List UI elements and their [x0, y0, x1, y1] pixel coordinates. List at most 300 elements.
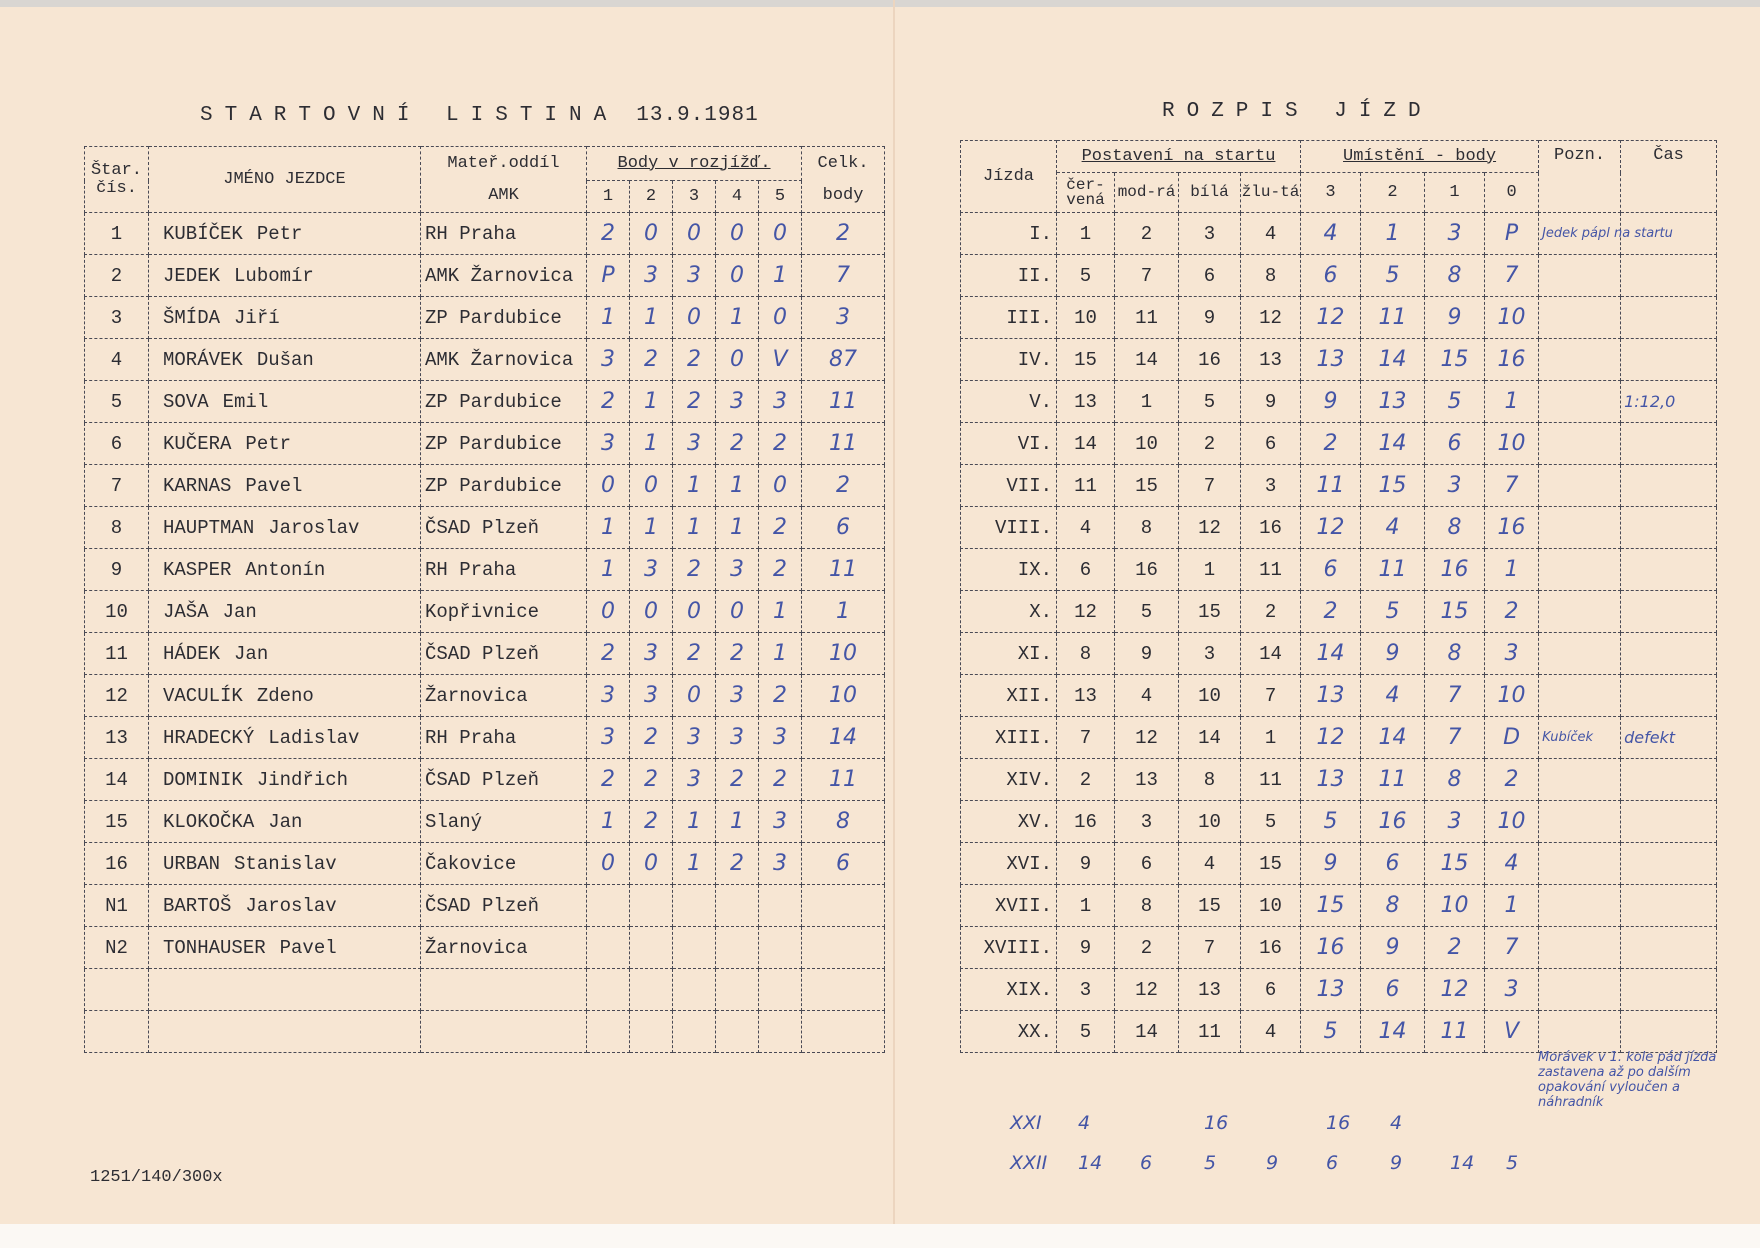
heat-points: 1 [759, 633, 802, 675]
start-list-table [84, 146, 885, 1053]
rider-club: Slaný [421, 801, 587, 843]
start-position: 8 [1115, 885, 1179, 927]
ride-number: VIII. [961, 507, 1057, 549]
rider-first-name: Dušan [256, 348, 314, 371]
heat-points: 3 [673, 255, 716, 297]
total-points: 11 [802, 549, 885, 591]
rider-row [85, 423, 885, 465]
ride-time [1621, 507, 1717, 549]
placing-rider: 16 [1425, 549, 1485, 591]
placing-rider: 16 [1301, 927, 1361, 969]
total-points: 10 [802, 633, 885, 675]
start-position: 10 [1179, 675, 1241, 717]
start-list-title-text: STARTOVNÍ LISTINA [200, 104, 619, 127]
header-color-red: čer-vená [1057, 173, 1115, 213]
placing-rider: 1 [1361, 213, 1425, 255]
heat-points: P [587, 255, 630, 297]
rider-first-name: Petr [245, 432, 292, 455]
placing-rider: 1 [1485, 549, 1539, 591]
placing-rider: 7 [1425, 675, 1485, 717]
rider-surname: JEDEK [163, 264, 221, 287]
start-position: 1 [1241, 717, 1301, 759]
placing-rider: 15 [1425, 843, 1485, 885]
rider-first-name: Jiří [234, 306, 280, 329]
heat-points: 0 [630, 843, 673, 885]
heat-points: 3 [759, 801, 802, 843]
rider-start-number: 15 [85, 801, 149, 843]
ride-note [1539, 633, 1621, 675]
ride-note [1539, 885, 1621, 927]
ride-number: XIX. [961, 969, 1057, 1011]
heat-points: 3 [587, 339, 630, 381]
ride-number: VI. [961, 423, 1057, 465]
ride-note [1539, 297, 1621, 339]
rider-start-number: 4 [85, 339, 149, 381]
heat-points: 0 [587, 591, 630, 633]
placing-rider: 13 [1301, 969, 1361, 1011]
heat-points: 3 [630, 675, 673, 717]
placing-rider: 5 [1361, 591, 1425, 633]
start-position: 16 [1179, 339, 1241, 381]
total-points: 11 [802, 759, 885, 801]
placing-rider: 2 [1301, 591, 1361, 633]
rider-club: ZP Pardubice [421, 465, 587, 507]
placing-rider: 2 [1485, 591, 1539, 633]
heat-points: 0 [759, 213, 802, 255]
ride-note [1539, 843, 1621, 885]
rider-name [149, 549, 421, 591]
ride-time [1621, 675, 1717, 717]
start-position: 2 [1115, 927, 1179, 969]
start-position: 7 [1179, 927, 1241, 969]
total-points: 2 [802, 465, 885, 507]
placing-rider: 11 [1425, 1011, 1485, 1053]
rider-row [85, 339, 885, 381]
ride-row [961, 1011, 1717, 1053]
ride-number: XVIII. [961, 927, 1057, 969]
heat-points: 2 [759, 507, 802, 549]
total-points: 8 [802, 801, 885, 843]
rider-start-number: 8 [85, 507, 149, 549]
heat-points: 1 [716, 801, 759, 843]
heat-points: 3 [716, 717, 759, 759]
ride-time [1621, 759, 1717, 801]
placing-rider: 11 [1361, 549, 1425, 591]
rider-row [85, 297, 885, 339]
rider-club: ZP Pardubice [421, 381, 587, 423]
heat-points: 3 [759, 381, 802, 423]
ride-time [1621, 927, 1717, 969]
extra-start-position: 5 [1204, 1152, 1217, 1174]
ride-note [1539, 927, 1621, 969]
placing-rider: 10 [1485, 675, 1539, 717]
start-position: 5 [1057, 255, 1115, 297]
start-position: 3 [1179, 213, 1241, 255]
ride-number: XX. [961, 1011, 1057, 1053]
placing-rider: 4 [1361, 675, 1425, 717]
rider-row [85, 885, 885, 927]
heat-points: 1 [630, 423, 673, 465]
start-position: 12 [1115, 717, 1179, 759]
start-position: 1 [1115, 381, 1179, 423]
heat-points: 1 [630, 297, 673, 339]
ride-time [1621, 801, 1717, 843]
start-position: 11 [1241, 549, 1301, 591]
placing-rider: 10 [1485, 297, 1539, 339]
ride-number: II. [961, 255, 1057, 297]
total-points: 11 [802, 381, 885, 423]
start-position: 6 [1057, 549, 1115, 591]
rider-surname: VACULÍK [163, 684, 243, 707]
heat-points: 3 [673, 423, 716, 465]
heat-points: 2 [716, 759, 759, 801]
total-points: 3 [802, 297, 885, 339]
header-color-white: bílá [1179, 173, 1241, 213]
rider-row [85, 927, 885, 969]
header-heat-points: Body v rozjížď. [587, 147, 802, 181]
rider-start-number: N2 [85, 927, 149, 969]
heat-points [630, 885, 673, 927]
total-points: 1 [802, 591, 885, 633]
print-code: 1251/140/300x [90, 1168, 223, 1187]
ride-note [1539, 339, 1621, 381]
start-position: 7 [1241, 675, 1301, 717]
ride-row [961, 927, 1717, 969]
heat-points: V [759, 339, 802, 381]
rider-surname: ŠMÍDA [163, 306, 221, 329]
ride-note: Kubíček [1539, 717, 1621, 759]
handwritten-note: Morávek v 1. kole pád jízda zastavena až po dalším opakování vyloučen a náhradník [1538, 1050, 1717, 1110]
heat-points [759, 885, 802, 927]
heat-points: 0 [759, 297, 802, 339]
heat-points: 3 [587, 675, 630, 717]
rider-first-name: Antonín [245, 558, 326, 581]
ride-row [961, 255, 1717, 297]
rider-name [149, 465, 421, 507]
start-position: 9 [1115, 633, 1179, 675]
ride-row [961, 507, 1717, 549]
rider-first-name: Pavel [279, 936, 337, 959]
rider-surname: SOVA [163, 390, 209, 413]
heat-points: 2 [759, 759, 802, 801]
total-points: 6 [802, 843, 885, 885]
rider-surname: KUBÍČEK [163, 222, 243, 245]
empty-row [85, 969, 885, 1011]
start-position: 10 [1115, 423, 1179, 465]
placing-rider: V [1485, 1011, 1539, 1053]
extra-placing-rider: 6 [1326, 1152, 1339, 1174]
ride-schedule-table [960, 140, 1717, 1053]
start-position: 2 [1115, 213, 1179, 255]
heat-points: 2 [759, 675, 802, 717]
top-edge [0, 0, 1760, 7]
heat-points: 2 [587, 381, 630, 423]
start-position: 4 [1179, 843, 1241, 885]
extra-placing-rider: 5 [1506, 1152, 1519, 1174]
extra-placing-rider: 9 [1390, 1152, 1403, 1174]
rider-surname: MORÁVEK [163, 348, 243, 371]
extra-placing-rider: 14 [1450, 1152, 1475, 1174]
ride-row [961, 843, 1717, 885]
header-placing: 1 [1425, 173, 1485, 213]
rider-row [85, 381, 885, 423]
heat-points [630, 927, 673, 969]
total-points: 87 [802, 339, 885, 381]
rider-club: ČSAD Plzeň [421, 633, 587, 675]
heat-points: 2 [587, 633, 630, 675]
placing-rider: 8 [1425, 759, 1485, 801]
placing-rider: 5 [1425, 381, 1485, 423]
total-points: 6 [802, 507, 885, 549]
start-position: 3 [1179, 633, 1241, 675]
rider-row [85, 465, 885, 507]
placing-rider: 4 [1301, 213, 1361, 255]
start-position: 3 [1115, 801, 1179, 843]
start-position: 9 [1057, 927, 1115, 969]
rider-name [149, 507, 421, 549]
heat-points: 3 [630, 549, 673, 591]
rider-row [85, 759, 885, 801]
extra-ride-number: XXI [1010, 1112, 1042, 1134]
placing-rider: 8 [1361, 885, 1425, 927]
start-position: 10 [1241, 885, 1301, 927]
ride-number: XVII. [961, 885, 1057, 927]
placing-rider: 5 [1301, 1011, 1361, 1053]
rider-name [149, 381, 421, 423]
header-club-top: Mateř.oddíl [421, 147, 587, 181]
heat-points: 2 [759, 549, 802, 591]
rider-surname: BARTOŠ [163, 894, 232, 917]
header-heat: 4 [716, 181, 759, 213]
ride-time [1621, 465, 1717, 507]
rider-surname: JAŠA [163, 600, 209, 623]
extra-start-position: 4 [1078, 1112, 1091, 1134]
heat-points: 1 [673, 843, 716, 885]
heat-points: 0 [630, 591, 673, 633]
rider-start-number: 5 [85, 381, 149, 423]
placing-rider: 15 [1425, 339, 1485, 381]
heat-points: 1 [759, 255, 802, 297]
ride-time [1621, 843, 1717, 885]
ride-time [1621, 633, 1717, 675]
start-position: 11 [1115, 297, 1179, 339]
rider-start-number: 14 [85, 759, 149, 801]
ride-number: IX. [961, 549, 1057, 591]
ride-number: V. [961, 381, 1057, 423]
heat-points: 2 [716, 633, 759, 675]
header-color-yellow: žlu-tá [1241, 173, 1301, 213]
header-ride: Jízda [961, 141, 1057, 213]
rider-name [149, 675, 421, 717]
placing-rider: 8 [1425, 633, 1485, 675]
header-total-top: Celk. [802, 147, 885, 181]
placing-rider: 7 [1485, 465, 1539, 507]
placing-rider: 12 [1425, 969, 1485, 1011]
total-points [802, 885, 885, 927]
ride-number: XVI. [961, 843, 1057, 885]
heat-points: 3 [716, 675, 759, 717]
rider-name [149, 801, 421, 843]
ride-time [1621, 885, 1717, 927]
heat-points: 2 [716, 423, 759, 465]
heat-points: 0 [759, 465, 802, 507]
ride-note [1539, 423, 1621, 465]
ride-row [961, 381, 1717, 423]
rider-surname: KUČERA [163, 432, 232, 455]
start-position: 1 [1057, 213, 1115, 255]
total-points [802, 927, 885, 969]
header-start-position: Postavení na startu [1057, 141, 1301, 173]
rider-name [149, 591, 421, 633]
placing-rider: 11 [1361, 759, 1425, 801]
ride-row [961, 885, 1717, 927]
rider-name [149, 213, 421, 255]
rider-club: Žarnovica [421, 927, 587, 969]
start-position: 15 [1179, 885, 1241, 927]
rider-first-name: Ladislav [268, 726, 360, 749]
placing-rider: 6 [1361, 843, 1425, 885]
start-position: 14 [1241, 633, 1301, 675]
start-position: 4 [1241, 1011, 1301, 1053]
heat-points: 0 [716, 591, 759, 633]
extra-start-position: 16 [1204, 1112, 1229, 1134]
placing-rider: D [1485, 717, 1539, 759]
placing-rider: 9 [1301, 381, 1361, 423]
start-position: 12 [1057, 591, 1115, 633]
rider-name [149, 633, 421, 675]
placing-rider: 10 [1485, 423, 1539, 465]
ride-note [1539, 255, 1621, 297]
rider-first-name: Stanislav [234, 852, 337, 875]
start-position: 2 [1241, 591, 1301, 633]
heat-points: 2 [630, 717, 673, 759]
start-position: 11 [1057, 465, 1115, 507]
extra-placing-rider: 16 [1326, 1112, 1351, 1134]
heat-points: 0 [630, 465, 673, 507]
rider-row [85, 633, 885, 675]
total-points: 2 [802, 213, 885, 255]
placing-rider: 9 [1361, 633, 1425, 675]
placing-rider: 12 [1301, 717, 1361, 759]
ride-row [961, 423, 1717, 465]
start-position: 4 [1057, 507, 1115, 549]
placing-rider: 5 [1301, 801, 1361, 843]
rider-surname: KLOKOČKA [163, 810, 255, 833]
placing-rider: 12 [1301, 507, 1361, 549]
placing-rider: 15 [1361, 465, 1425, 507]
ride-row [961, 801, 1717, 843]
heat-points: 1 [587, 801, 630, 843]
rider-start-number: 6 [85, 423, 149, 465]
rider-name [149, 297, 421, 339]
heat-points: 3 [587, 423, 630, 465]
placing-rider: 13 [1301, 339, 1361, 381]
ride-number: XIII. [961, 717, 1057, 759]
header-placing: 0 [1485, 173, 1539, 213]
heat-points: 2 [630, 801, 673, 843]
ride-note [1539, 507, 1621, 549]
ride-time: defekt [1621, 717, 1717, 759]
ride-note [1539, 591, 1621, 633]
start-position: 9 [1241, 381, 1301, 423]
placing-rider: 6 [1425, 423, 1485, 465]
header-start-number: Štar. čís. [85, 147, 149, 213]
rider-name [149, 885, 421, 927]
placing-rider: 3 [1425, 465, 1485, 507]
start-position: 3 [1057, 969, 1115, 1011]
placing-rider: 13 [1301, 675, 1361, 717]
placing-rider: 8 [1425, 255, 1485, 297]
start-position: 12 [1179, 507, 1241, 549]
placing-rider: 3 [1425, 213, 1485, 255]
heat-points: 1 [587, 297, 630, 339]
start-position: 10 [1179, 801, 1241, 843]
start-position: 8 [1115, 507, 1179, 549]
start-position: 8 [1057, 633, 1115, 675]
heat-points: 1 [716, 507, 759, 549]
rider-start-number: 10 [85, 591, 149, 633]
placing-rider: 6 [1301, 255, 1361, 297]
heat-points [673, 927, 716, 969]
heat-points [716, 885, 759, 927]
heat-points: 0 [716, 339, 759, 381]
heat-points: 1 [716, 297, 759, 339]
ride-row [961, 591, 1717, 633]
heat-points: 1 [587, 549, 630, 591]
header-rider-name: JMÉNO JEZDCE [149, 147, 421, 213]
placing-rider: 16 [1485, 339, 1539, 381]
start-position: 7 [1179, 465, 1241, 507]
placing-rider: 5 [1361, 255, 1425, 297]
ride-number: III. [961, 297, 1057, 339]
ride-note [1539, 1011, 1621, 1053]
ride-time [1621, 297, 1717, 339]
heat-points: 0 [673, 675, 716, 717]
rider-club: ČSAD Plzeň [421, 507, 587, 549]
placing-rider: 7 [1425, 717, 1485, 759]
heat-points: 0 [587, 843, 630, 885]
ride-time [1621, 423, 1717, 465]
ride-note: Jedek pápl na startu [1539, 213, 1621, 255]
rider-surname: KARNAS [163, 474, 232, 497]
header-heat: 1 [587, 181, 630, 213]
header-heat: 5 [759, 181, 802, 213]
empty-row [85, 1011, 885, 1053]
heat-points: 3 [630, 255, 673, 297]
ride-time [1621, 591, 1717, 633]
start-list-title [200, 104, 759, 127]
placing-rider: 16 [1361, 801, 1425, 843]
placing-rider: 9 [1361, 927, 1425, 969]
start-position: 11 [1179, 1011, 1241, 1053]
placing-rider: 3 [1425, 801, 1485, 843]
placing-rider: 12 [1301, 297, 1361, 339]
heat-points: 2 [673, 381, 716, 423]
ride-time [1621, 339, 1717, 381]
rider-start-number: 11 [85, 633, 149, 675]
start-position: 5 [1115, 591, 1179, 633]
header-total-bottom: body [802, 181, 885, 213]
ride-note [1539, 549, 1621, 591]
start-position: 1 [1057, 885, 1115, 927]
placing-rider: 15 [1425, 591, 1485, 633]
placing-rider: 13 [1301, 759, 1361, 801]
rider-name [149, 927, 421, 969]
start-position: 6 [1241, 969, 1301, 1011]
start-position: 10 [1057, 297, 1115, 339]
rider-club: Žarnovica [421, 675, 587, 717]
extra-start-position: 9 [1266, 1152, 1279, 1174]
